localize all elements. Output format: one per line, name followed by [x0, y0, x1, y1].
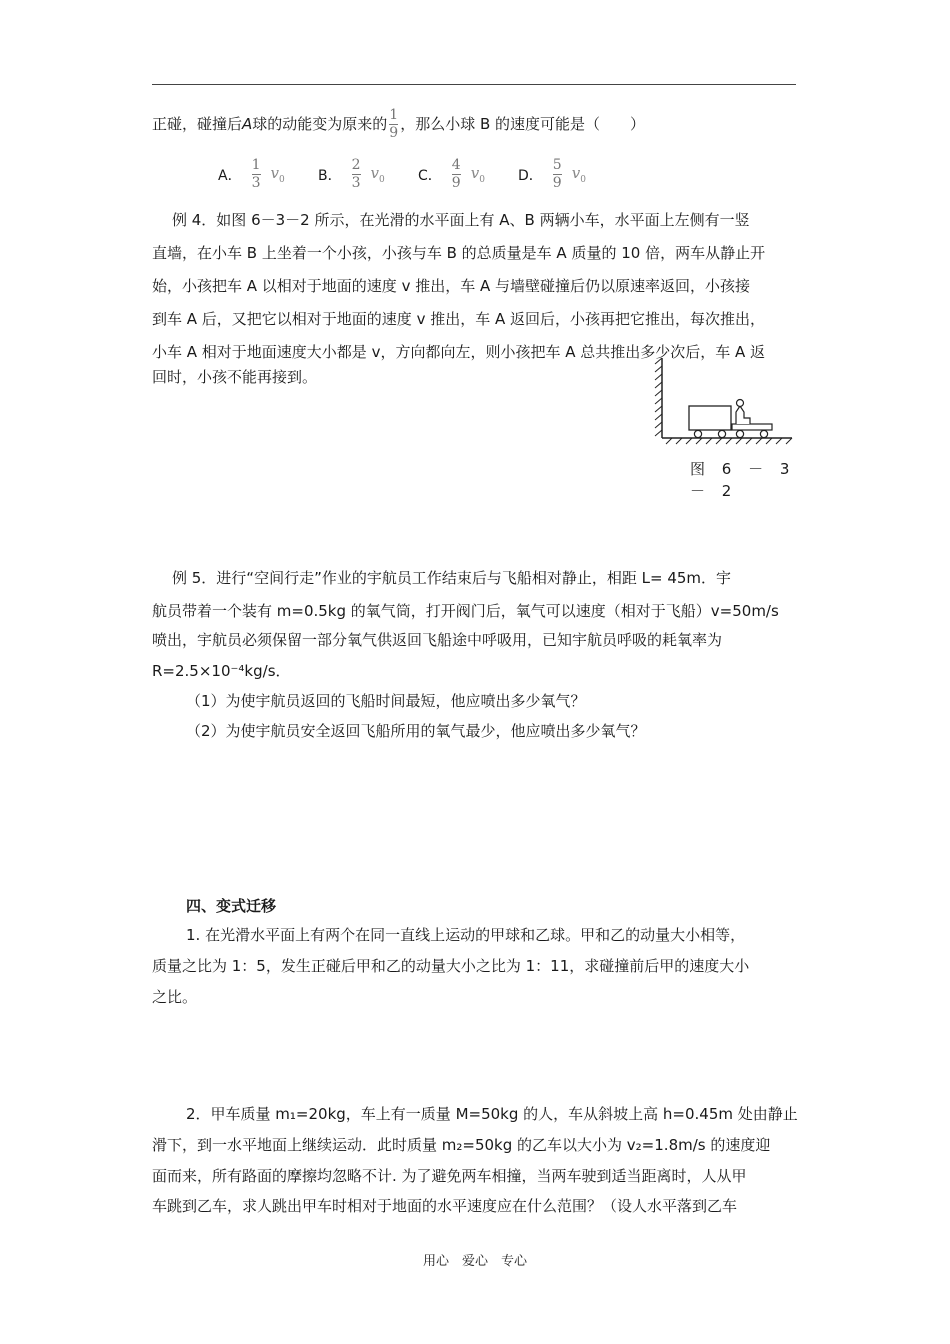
q3-ball-a: A: [242, 115, 253, 133]
figure-wall-carts: [652, 356, 802, 446]
section4-p2-line1: 2．甲车质量 m₁=20kg，车上有一质量 M=50kg 的人，车从斜坡上高 h=0.45m 处由静止: [186, 1105, 798, 1123]
section4-p1-line1: 1. 在光滑水平面上有两个在同一直线上运动的甲球和乙球。甲和乙的动量大小相等，: [186, 926, 746, 944]
q3-fraction: $\frac{1}{9}$: [389, 107, 399, 141]
example4-line3: 始，小孩把车 A 以相对于地面的速度 v 推出，车 A 与墙壁碰撞后仍以原速率返回，小孩接: [152, 277, 751, 295]
section4-p2-line3: 面而来，所有路面的摩擦均忽略不计. 为了避免两车相撞，当两车驶到适当距离时，人从甲: [152, 1167, 747, 1185]
page-footer: 用心 爱心 专心: [422, 1254, 527, 1269]
example4-line4: 到车 A 后，又把它以相对于地面的速度 v 推出，车 A 返回后，小孩再把它推出，每次推出，: [152, 310, 766, 328]
section4-p1-line2: 质量之比为 1：5，发生正碰后甲和乙的动量大小之比为 1：11，求碰撞前后甲的速度大小: [152, 957, 750, 975]
example5-question1: （1）为使宇航员返回的飞船时间最短，他应喷出多少氧气？: [186, 692, 586, 710]
example5-line2: 航员带着一个装有 m=0.5kg 的氧气筒，打开阀门后，氧气可以速度（相对于飞船）v=50m/s: [152, 602, 779, 620]
header-rule: [152, 84, 796, 85]
example5-line4: R=2.5×10⁻⁴kg/s．: [152, 662, 291, 680]
section4-p1-line3: 之比。: [152, 988, 198, 1006]
q3-text-post: ，那么小球 B 的速度可能是（ ）: [400, 115, 646, 133]
example5-line1: 例 5．进行“空间行走”作业的宇航员工作结束后与飞船相对静止，相距 L= 45m．宇: [172, 569, 732, 587]
section4-heading: 四、变式迁移: [186, 897, 277, 915]
example5-question2: （2）为使宇航员安全返回飞船所用的氧气最少，他应喷出多少氧气？: [186, 722, 646, 740]
example4-line5: 小车 A 相对于地面速度大小都是 v，方向都向左，则小孩把车 A 总共推出多少次后，车 A 返: [152, 343, 766, 361]
q3-tail-line: [152, 108, 645, 141]
example4-line2: 直墙，在小车 B 上坐着一个小孩，小孩与车 B 的总质量是车 A 质量的 10 倍，两车从静止开: [152, 244, 766, 262]
example5-line3: 喷出，宇航员必须保留一部分氧气供返回飞船途中呼吸用，已知宇航员呼吸的耗氧率为: [152, 631, 723, 649]
option-a: A． $\frac{1}{3}$ $v_0$: [218, 157, 285, 191]
example4-line1: 例 4．如图 6－3－2 所示，在光滑的水平面上有 A、B 两辆小车，水平面上左侧有一竖: [172, 211, 750, 229]
q3-text-pre: 正碰，碰撞后: [152, 115, 243, 133]
figure-caption: 图 6 － 3 － 2: [690, 460, 796, 500]
option-c: C． $\frac{4}{9}$ $v_0$: [418, 157, 485, 191]
section4-p2-line4: 车跳到乙车，求人跳出甲车时相对于地面的水平速度应在什么范围？（设人水平落到乙车: [152, 1197, 738, 1215]
example4-line6: 回时，小孩不能再接到。: [152, 368, 318, 386]
option-d: D． $\frac{5}{9}$ $v_0$: [518, 157, 586, 191]
option-b: B． $\frac{2}{3}$ $v_0$: [318, 157, 385, 191]
q3-text-mid: 球的动能变为原来的: [252, 115, 388, 133]
section4-p2-line2: 滑下，到一水平地面上继续运动．此时质量 m₂=50kg 的乙车以大小为 v₂=1.8m/s 的速度迎: [152, 1136, 771, 1154]
